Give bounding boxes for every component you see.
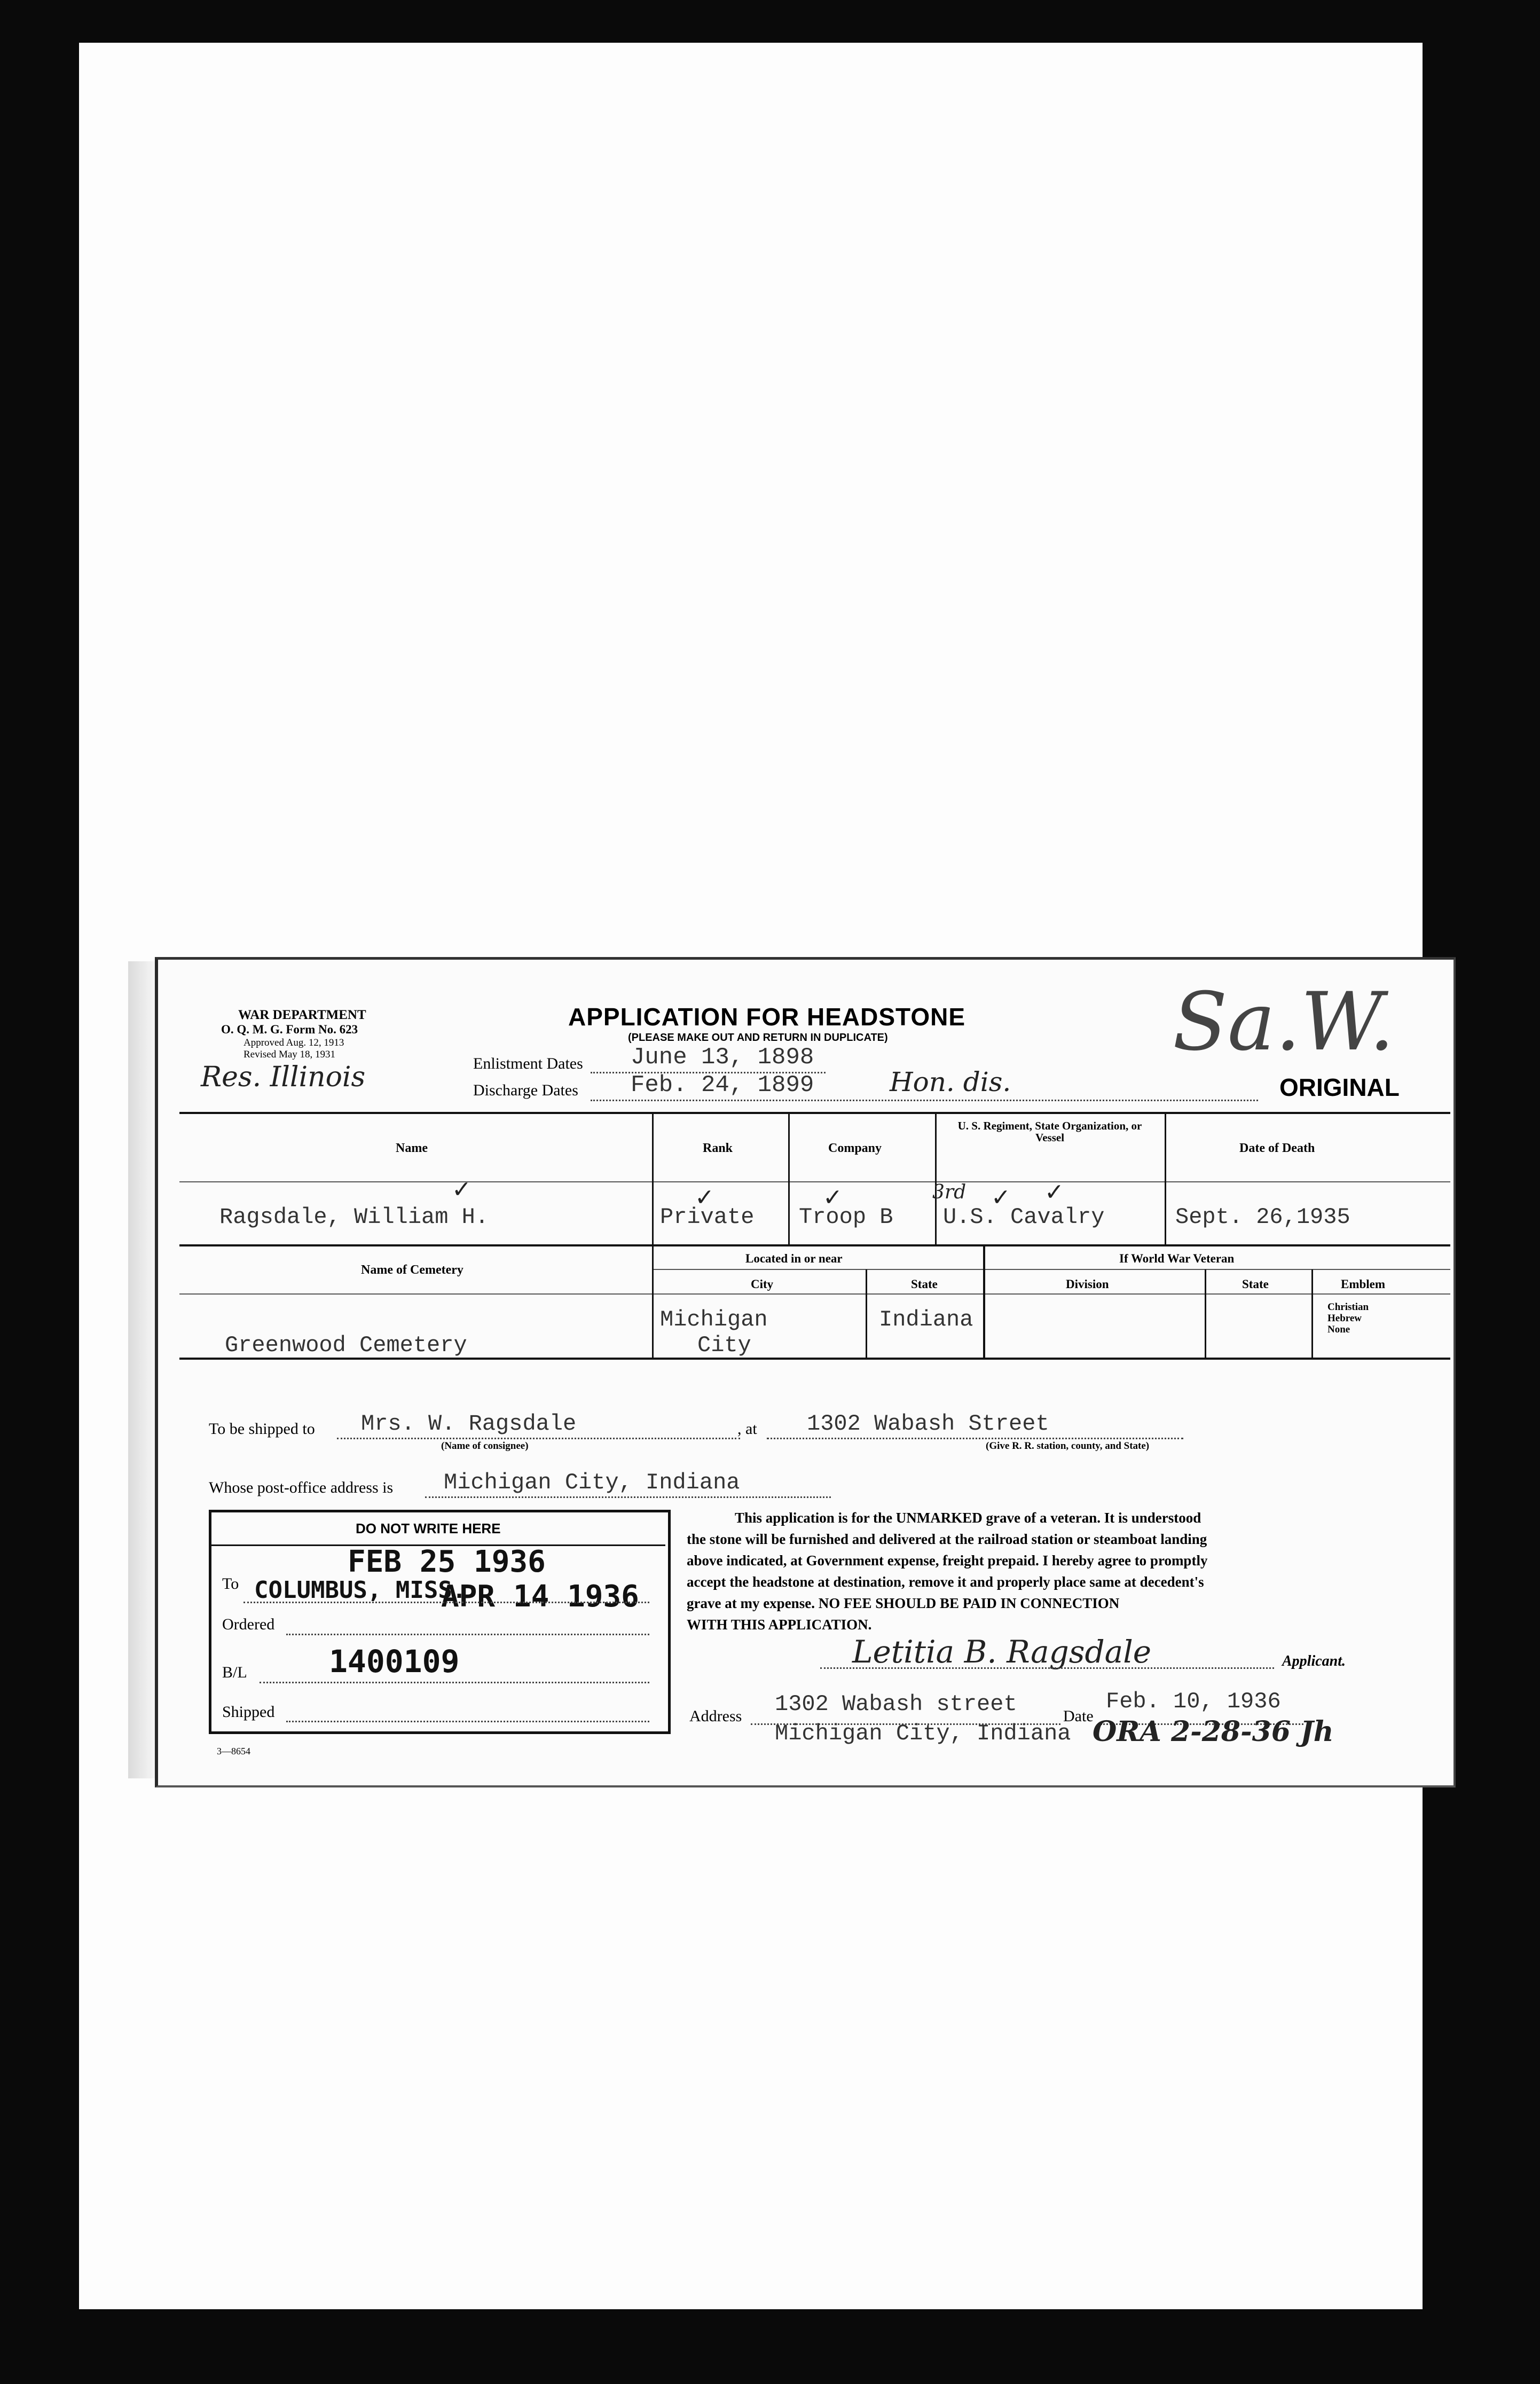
city-header: City xyxy=(751,1277,774,1291)
table1-col-divider-2 xyxy=(788,1112,790,1245)
name-header: Name xyxy=(396,1141,428,1155)
emblem-header: Emblem xyxy=(1341,1277,1386,1291)
cemetery-header: Name of Cemetery xyxy=(361,1263,463,1277)
discharge-label: Discharge Dates xyxy=(473,1081,578,1099)
table1-header-rule xyxy=(179,1181,1450,1182)
shipped-label: Shipped xyxy=(222,1703,275,1721)
table2-col-divider-2 xyxy=(866,1269,867,1359)
bill-of-lading-line xyxy=(260,1682,649,1683)
form-subtitle: (PLEASE MAKE OUT AND RETURN IN DUPLICATE) xyxy=(628,1032,888,1044)
ordered-stamp: APR 14 1936 xyxy=(441,1579,639,1614)
veteran-company: Troop B xyxy=(799,1204,893,1230)
statement-line-4: accept the headstone at destination, remove it and properly place same at decedent's xyxy=(687,1574,1204,1590)
table1-bottom-rule xyxy=(179,1244,1450,1246)
applicant-signature: Letitia B. Ragsdale xyxy=(852,1634,1152,1670)
destination-stamp: COLUMBUS, MISS. xyxy=(254,1577,467,1604)
wwv-state-header: State xyxy=(1242,1277,1269,1291)
to-line xyxy=(243,1602,649,1603)
date-of-death: Sept. 26,1935 xyxy=(1175,1204,1350,1230)
checkmark-icon: ✓ xyxy=(695,1185,714,1211)
enlistment-value: June 13, 1898 xyxy=(631,1044,814,1071)
cemetery-name: Greenwood Cemetery xyxy=(225,1332,467,1358)
state-header: State xyxy=(911,1277,938,1291)
checkmark-icon: ✓ xyxy=(991,1185,1011,1211)
post-office-label: Whose post-office address is xyxy=(209,1479,394,1496)
residence-note: Res. Illinois xyxy=(201,1061,366,1093)
statement-line-2: the stone will be furnished and delivered at the railroad station or steamboat landing xyxy=(687,1531,1207,1547)
revised-date: Revised May 18, 1931 xyxy=(243,1049,336,1060)
applicant-label: Applicant. xyxy=(1282,1653,1346,1669)
veteran-rank: Private xyxy=(660,1204,755,1230)
date-label: Date xyxy=(1063,1707,1094,1725)
bill-of-lading-number: 1400109 xyxy=(329,1643,460,1680)
received-stamp: FEB 25 1936 xyxy=(348,1544,546,1579)
discharge-value: Feb. 24, 1899 xyxy=(631,1072,814,1099)
division-header: Division xyxy=(1066,1277,1109,1291)
cemetery-state: Indiana xyxy=(879,1307,973,1332)
consignee-caption: (Name of consignee) xyxy=(441,1440,529,1452)
statement-line-5: grave at my expense. NO FEE SHOULD BE PAID IN CONNECTION xyxy=(687,1595,1120,1611)
form-title: APPLICATION FOR HEADSTONE xyxy=(568,1003,965,1031)
to-label: To xyxy=(222,1575,239,1593)
table2-col-divider-3 xyxy=(983,1245,985,1359)
enlistment-label: Enlistment Dates xyxy=(473,1055,583,1072)
bill-of-lading-label: B/L xyxy=(222,1664,247,1681)
death-header: Date of Death xyxy=(1239,1141,1315,1155)
corner-initials: Sa.W. xyxy=(1173,976,1395,1069)
checkmark-icon: ✓ xyxy=(823,1185,843,1211)
shipped-to-label: To be shipped to xyxy=(209,1420,315,1438)
cemetery-city-line2: City xyxy=(697,1332,751,1358)
station-caption: (Give R. R. station, county, and State) xyxy=(986,1440,1150,1452)
address-label: Address xyxy=(689,1707,742,1725)
statement-line-6: WITH THIS APPLICATION. xyxy=(687,1617,872,1633)
processing-note: ORA 2-28-36 Jh xyxy=(1093,1715,1334,1748)
approved-date: Approved Aug. 12, 1913 xyxy=(243,1037,344,1048)
table2-header-rule xyxy=(179,1293,1450,1295)
veteran-name: Ragsdale, William H. xyxy=(219,1204,489,1230)
department-label: WAR DEPARTMENT xyxy=(238,1008,366,1022)
checkmark-icon: ✓ xyxy=(1044,1179,1064,1205)
form-number: O. Q. M. G. Form No. 623 xyxy=(221,1023,358,1036)
signature-line xyxy=(820,1667,1274,1669)
table2-col-divider-1 xyxy=(652,1245,654,1359)
consignee-name: Mrs. W. Ragsdale xyxy=(361,1411,577,1437)
regiment-header: U. S. Regiment, State Organization, or Vessel xyxy=(957,1119,1142,1144)
station-address: 1302 Wabash Street xyxy=(807,1411,1049,1437)
at-label: , at xyxy=(737,1420,757,1438)
headstone-application-card xyxy=(155,957,1456,1787)
office-use-box xyxy=(209,1510,671,1734)
table1-top-rule xyxy=(179,1112,1450,1114)
station-line xyxy=(767,1438,1183,1439)
ordered-line xyxy=(286,1634,649,1635)
table1-col-divider-1 xyxy=(652,1112,654,1245)
discharge-line xyxy=(591,1100,1258,1101)
table2-subheader-rule xyxy=(652,1269,1450,1270)
located-header: Located in or near xyxy=(745,1252,843,1265)
company-header: Company xyxy=(828,1141,882,1155)
post-office-line xyxy=(425,1496,831,1498)
shipped-line xyxy=(286,1721,649,1722)
table1-col-divider-3 xyxy=(935,1112,937,1245)
form-code: 3—8654 xyxy=(217,1746,250,1756)
discharge-note: Hon. dis. xyxy=(890,1066,1011,1097)
consignee-line xyxy=(337,1438,740,1439)
card-edge-shadow xyxy=(128,961,155,1778)
table2-col-divider-5 xyxy=(1311,1269,1313,1359)
rank-header: Rank xyxy=(703,1141,733,1155)
statement-line-3: above indicated, at Government expense, freight prepaid. I hereby agree to promptly xyxy=(687,1552,1208,1569)
regiment-note: 3rd xyxy=(932,1181,967,1203)
application-date: Feb. 10, 1936 xyxy=(1106,1689,1281,1714)
emblem-option-none: None xyxy=(1327,1324,1350,1335)
cemetery-city-line1: Michigan xyxy=(660,1307,768,1332)
world-war-veteran-header: If World War Veteran xyxy=(1119,1252,1235,1265)
post-office-address: Michigan City, Indiana xyxy=(444,1470,740,1495)
checkmark-icon: ✓ xyxy=(452,1177,472,1203)
table2-col-divider-4 xyxy=(1205,1269,1206,1359)
emblem-option-christian: Christian xyxy=(1327,1301,1369,1313)
applicant-address-line1: 1302 Wabash street xyxy=(775,1691,1017,1717)
table1-col-divider-4 xyxy=(1165,1112,1166,1245)
veteran-regiment: U.S. Cavalry xyxy=(943,1204,1105,1230)
applicant-address-line2: Michigan City, Indiana xyxy=(775,1721,1071,1746)
office-use-title: DO NOT WRITE HERE xyxy=(356,1520,501,1536)
emblem-option-hebrew: Hebrew xyxy=(1327,1313,1362,1324)
ordered-label: Ordered xyxy=(222,1616,275,1633)
original-label: ORIGINAL xyxy=(1279,1073,1400,1101)
statement-line-1: This application is for the UNMARKED grave of a veteran. It is understood xyxy=(735,1510,1201,1526)
